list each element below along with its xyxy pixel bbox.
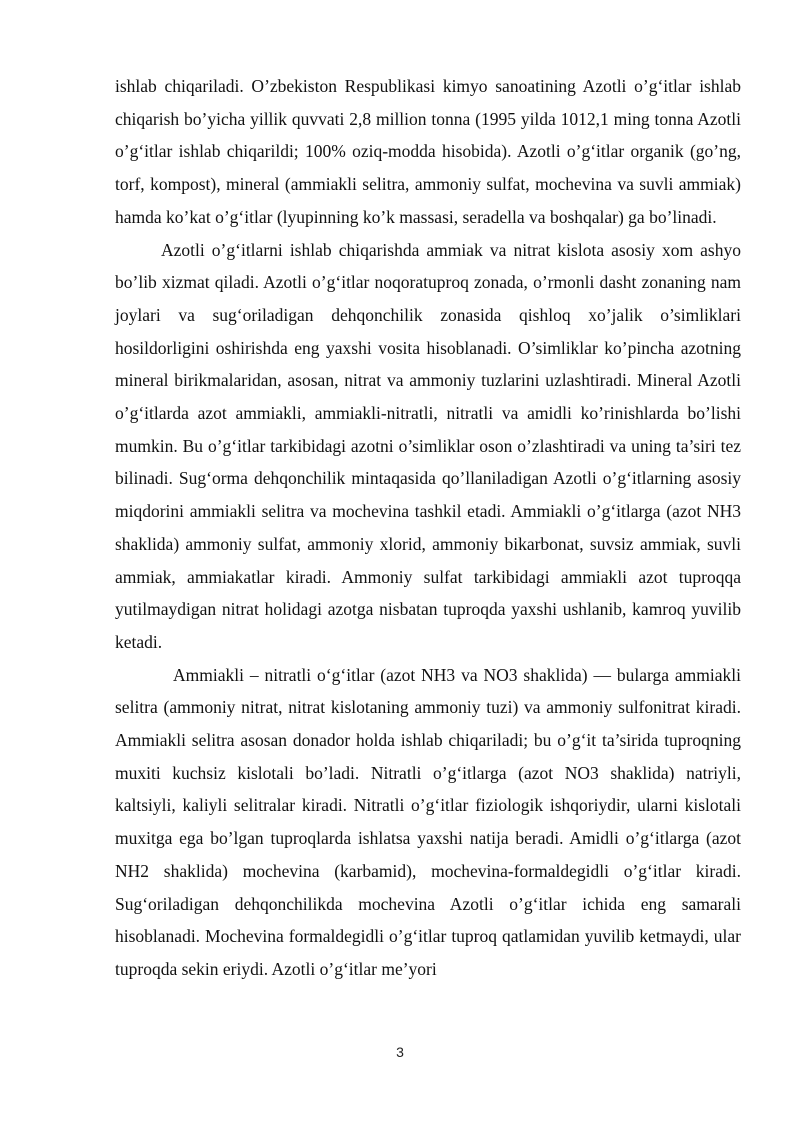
page-number: 3 — [396, 1044, 404, 1060]
paragraph-azotli-production: Azotli o’g‘itlarni ishlab chiqarishda ammiak va nitrat kislota asosiy xom ashyo bo’lib xizmat qiladi. Azotli o’g‘itlar noqoratuproq zonada, o’rmonli dasht zonaning nam joylari va sug‘oriladigan dehqonchilik zonasida qishloq xo’jalik o’simliklari hosildorligini oshirishda eng yaxshi vosita hisoblanadi. O’simliklar ko’pincha azotning mineral birikmalaridan, asosan, nitrat va ammoniy tuzlarini uzlashtiradi. Mineral Azotli o’g‘itlarda azot ammiakli, ammiakli-nitratli, nitratli va amidli ko’rinishlarda bo’lishi mumkin. Bu o’g‘itlar tarkibidagi azotni o’simliklar oson o’zlashtiradi va uning ta’siri tez bilinadi. Sug‘orma dehqonchilik mintaqasida qo’llaniladigan Azotli o’g‘itlarning asosiy miqdorini ammiakli selitra va mochevina tashkil etadi. Ammiakli o’g‘itlarga (azot NH3 shaklida) ammoniy sulfat, ammoniy xlorid, ammoniy bikarbonat, suvsiz ammiak, suvli ammiak, ammiakatlar kiradi. Ammoniy sulfat tarkibidagi ammiakli azot tuproqqa yutilmaydigan nitrat holidagi azotga nisbatan tuproqda yaxshi ushlanib, kamroq yuvilib ketadi. — [115, 239, 741, 652]
paragraph-ammiakli-nitratli: Ammiakli – nitratli o‘g‘itlar (azot NH3 va NO3 shaklida) — bularga ammiakli selitra (ammoniy nitrat, nitrat kislotaning ammoniy tuzi) va ammoniy sulfonitrat kiradi. Ammiakli selitra asosan donador holda ishlab chiqariladi; bu o’g‘it ta’sirida tuproqning muxiti kuchsiz kislotali bo’ladi. Nitratli o’g‘itlarga (azot NO3 shaklida) natriyli, kaltsiyli, kaliyli selitralar kiradi. Nitratli o’g‘itlar fiziologik ishqoriydir, ularni kislotali muxitga ega bo’lgan tuproqlarda ishlatsa yaxshi natija beradi. Amidli o’g‘itlarga (azot NH2 shaklida) mochevina (karbamid), mochevina-formaldegidli o’g‘itlar kiradi. Sug‘oriladigan dehqonchilikda mochevina Azotli o’g‘itlar ichida eng samarali hisoblanadi. Mochevina formaldegidli o’g‘itlar tuproq qatlamidan yuvilib ketmaydi, ular tuproqda sekin eriydi. Azotli o’g‘itlar me’yori — [115, 664, 741, 979]
paragraph-continuation: ishlab chiqariladi. O’zbekiston Respublikasi kimyo sanoatining Azotli o’g‘itlar ishlab chiqarish bo’yicha yillik quvvati 2,8 million tonna (1995 yilda 1012,1 ming tonna Azotli o’g‘itlar ishlab chiqarildi; 100% oziq-modda hisobida). Azotli o’g‘itlar organik (go’ng, torf, kompost), mineral (ammiakli selitra, ammoniy sulfat, mochevina va suvli ammiak) hamda ko’kat o’g‘itlar (lyupinning ko’k massasi, seradella va boshqalar) ga bo’linadi. — [115, 76, 741, 227]
document-page — [115, 70, 741, 986]
